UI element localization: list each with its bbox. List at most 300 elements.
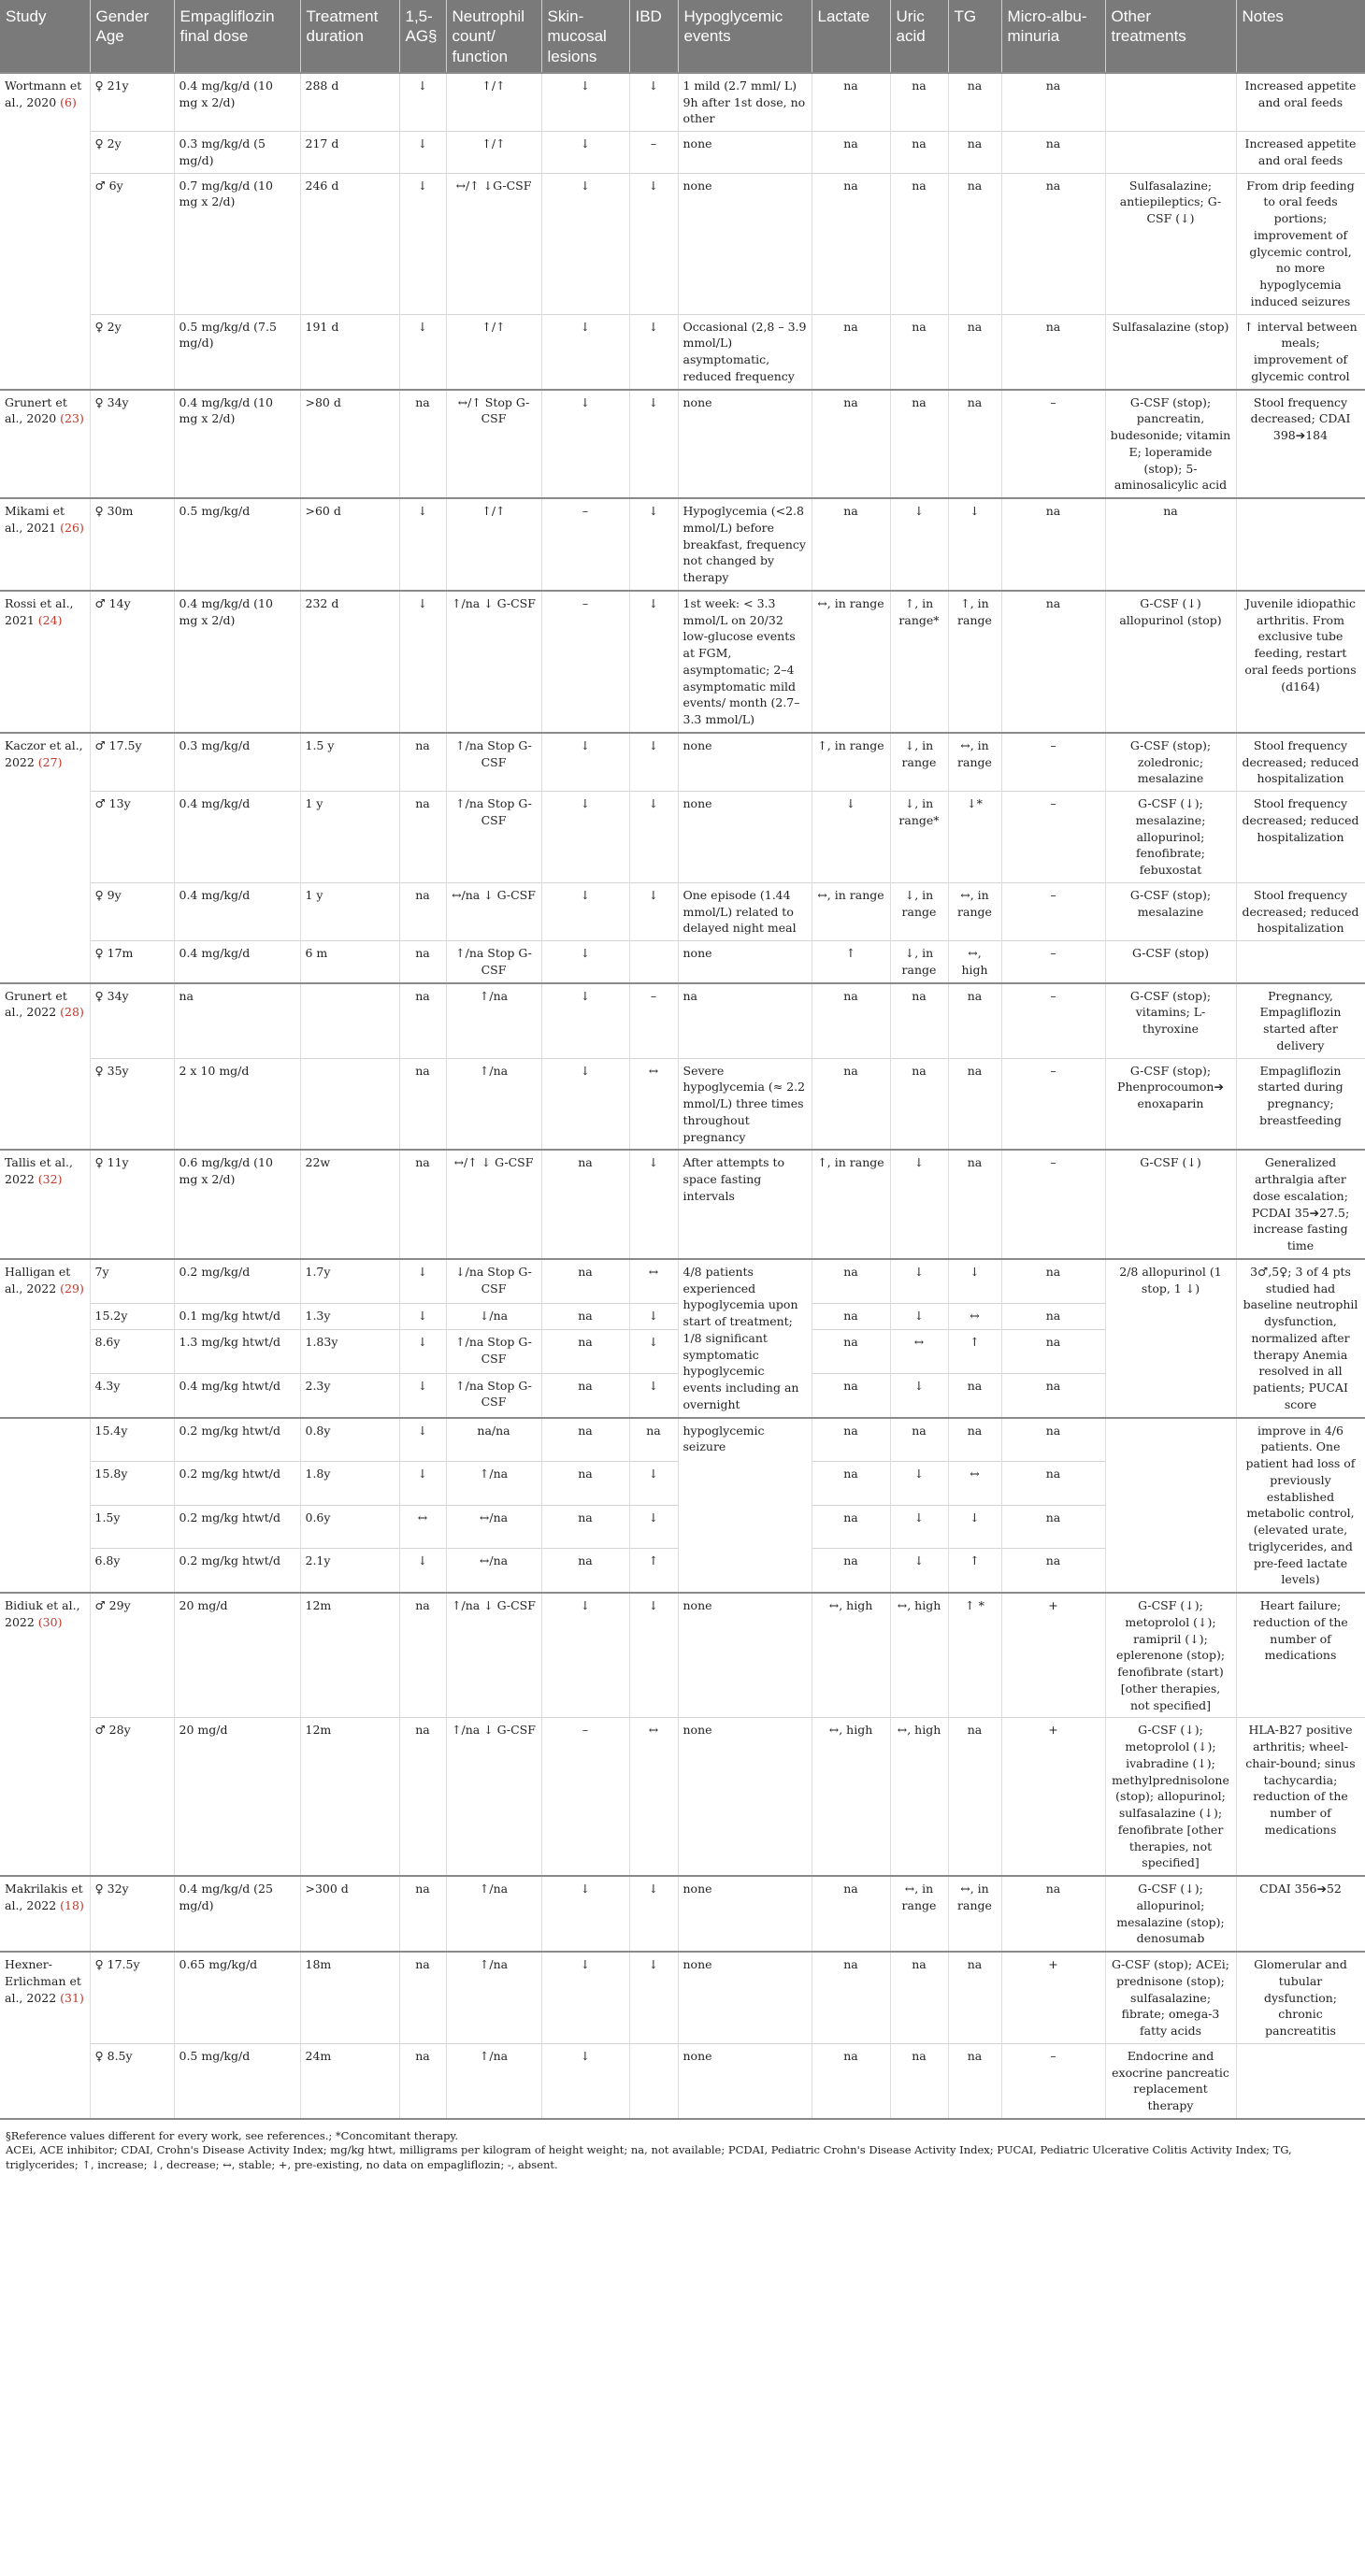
cell-dose: 0.2 mg/kg htwt/d bbox=[174, 1505, 300, 1548]
cell-neutrophil: ↔/↑ ↓ G-CSF bbox=[446, 1150, 541, 1259]
cell-skin: ↓ bbox=[541, 390, 629, 499]
cell-dose: 2 x 10 mg/d bbox=[174, 1058, 300, 1150]
cell-micro: – bbox=[1001, 1150, 1105, 1259]
cell-ag: ↔ bbox=[399, 1505, 446, 1548]
reference-link[interactable]: (32) bbox=[37, 1172, 63, 1186]
cell-other bbox=[1105, 1418, 1236, 1594]
table-row bbox=[0, 1718, 1365, 1876]
cell-micro: na bbox=[1001, 1303, 1105, 1329]
cell-ibd: ↓ bbox=[629, 314, 678, 390]
cell-neutrophil: ↔/↑ Stop G-CSF bbox=[446, 390, 541, 499]
cell-micro: + bbox=[1001, 1952, 1105, 2043]
col-header-hypo: Hypoglycemic events bbox=[678, 0, 812, 73]
cell-ag: ↓ bbox=[399, 1329, 446, 1373]
table-row bbox=[0, 882, 1365, 940]
cell-dose: na bbox=[174, 983, 300, 1059]
cell-notes: Heart failure; reduction of the number of medications bbox=[1236, 1593, 1365, 1718]
cell-micro: + bbox=[1001, 1718, 1105, 1876]
cell-hypo: none bbox=[678, 941, 812, 983]
cell-micro: na bbox=[1001, 132, 1105, 174]
cell-gender-age: ♂ 6y bbox=[90, 173, 174, 314]
cell-gender-age: ♀ 34y bbox=[90, 983, 174, 1059]
cell-notes bbox=[1236, 941, 1365, 983]
cell-ag: na bbox=[399, 983, 446, 1059]
cell-skin: ↓ bbox=[541, 733, 629, 792]
cell-uric: ↓, in range* bbox=[890, 792, 948, 883]
cell-dose: 1.3 mg/kg htwt/d bbox=[174, 1329, 300, 1373]
cell-neutrophil: ↓/na bbox=[446, 1303, 541, 1329]
cell-ag: ↓ bbox=[399, 1549, 446, 1593]
cell-tg: na bbox=[948, 73, 1001, 132]
cell-study bbox=[0, 1876, 90, 1952]
study-name: Grunert et al., 2022 bbox=[5, 988, 67, 1020]
cell-tg: na bbox=[948, 314, 1001, 390]
cell-ag: na bbox=[399, 1058, 446, 1150]
cell-dose: 0.2 mg/kg htwt/d bbox=[174, 1462, 300, 1505]
cell-tg: na bbox=[948, 1718, 1001, 1876]
cell-study bbox=[0, 390, 90, 499]
cell-gender-age: 7y bbox=[90, 1259, 174, 1303]
cell-ag: na bbox=[399, 1952, 446, 2043]
cell-ag: ↓ bbox=[399, 1462, 446, 1505]
cell-notes: Juvenile idiopathic arthritis. From exclusive tube feeding, restart oral feeds portions (d164) bbox=[1236, 591, 1365, 733]
cell-uric: na bbox=[890, 73, 948, 132]
cell-other bbox=[1105, 132, 1236, 174]
cell-micro: + bbox=[1001, 1593, 1105, 1718]
cell-notes: From drip feeding to oral feeds portions; improvement of glycemic control, no more hypoglycemia induced seizures bbox=[1236, 173, 1365, 314]
cell-hypo: none bbox=[678, 1718, 812, 1876]
cell-neutrophil: ↑/na ↓ G-CSF bbox=[446, 591, 541, 733]
cell-gender-age: ♀ 34y bbox=[90, 390, 174, 499]
cell-uric: na bbox=[890, 314, 948, 390]
cell-uric: na bbox=[890, 1952, 948, 2043]
col-header-duration: Treatment duration bbox=[300, 0, 399, 73]
cell-study bbox=[0, 73, 90, 390]
cell-ibd: ↓ bbox=[629, 1876, 678, 1952]
cell-lactate: na bbox=[812, 1058, 890, 1150]
cell-neutrophil: ↑/na bbox=[446, 1462, 541, 1505]
reference-link[interactable]: (18) bbox=[60, 1897, 84, 1912]
cell-lactate: na bbox=[812, 1329, 890, 1373]
col-header-tg: TG bbox=[948, 0, 1001, 73]
cell-micro: na bbox=[1001, 173, 1105, 314]
cell-micro: na bbox=[1001, 1259, 1105, 1303]
study-name: Hexner-Erlichman et al., 2022 bbox=[5, 1957, 81, 2005]
cell-ag: ↓ bbox=[399, 314, 446, 390]
cell-hypo: 4/8 patients experienced hypoglycemia upon start of treatment; 1/8 significant symptomatic hypoglycemic events including an overnight bbox=[678, 1259, 812, 1418]
cell-tg: na bbox=[948, 132, 1001, 174]
cell-tg: ↓ bbox=[948, 1259, 1001, 1303]
study-name: Kaczor et al., 2022 bbox=[5, 737, 83, 769]
table-row bbox=[0, 390, 1365, 499]
cell-other: G-CSF (↓) allopurinol (stop) bbox=[1105, 591, 1236, 733]
cell-lactate: na bbox=[812, 314, 890, 390]
cell-dose: 0.5 mg/kg/d (7.5 mg/d) bbox=[174, 314, 300, 390]
cell-ag: na bbox=[399, 1150, 446, 1259]
cell-uric: na bbox=[890, 1418, 948, 1462]
footnote-symbols: §Reference values different for every work, see references.; *Concomitant therapy. bbox=[6, 2128, 459, 2142]
cell-dose: 0.4 mg/kg htwt/d bbox=[174, 1373, 300, 1417]
cell-ibd: ↓ bbox=[629, 498, 678, 591]
cell-gender-age: 1.5y bbox=[90, 1505, 174, 1548]
cell-gender-age: ♀ 17.5y bbox=[90, 1952, 174, 2043]
cell-lactate: na bbox=[812, 390, 890, 499]
cell-ibd: – bbox=[629, 132, 678, 174]
cell-study bbox=[0, 1259, 90, 1418]
cell-tg: ↓ bbox=[948, 498, 1001, 591]
cell-ag: ↓ bbox=[399, 1259, 446, 1303]
cell-ibd: ↓ bbox=[629, 173, 678, 314]
cell-ag: na bbox=[399, 733, 446, 792]
cell-gender-age: ♀ 17m bbox=[90, 941, 174, 983]
cell-tg: ↑ * bbox=[948, 1593, 1001, 1718]
cell-skin: – bbox=[541, 591, 629, 733]
cell-gender-age: ♀ 11y bbox=[90, 1150, 174, 1259]
cell-duration: 1.5 y bbox=[300, 733, 399, 792]
cell-gender-age: ♀ 30m bbox=[90, 498, 174, 591]
cell-hypo: none bbox=[678, 1876, 812, 1952]
cell-dose: 20 mg/d bbox=[174, 1718, 300, 1876]
cell-other bbox=[1105, 73, 1236, 132]
cell-gender-age: ♀ 2y bbox=[90, 132, 174, 174]
cell-other: G-CSF (stop); vitamins; L-thyroxine bbox=[1105, 983, 1236, 1059]
cell-gender-age: ♂ 13y bbox=[90, 792, 174, 883]
cell-uric: ↓ bbox=[890, 1549, 948, 1593]
col-header-skin: Skin-mucosal lesions bbox=[541, 0, 629, 73]
cell-skin: ↓ bbox=[541, 1952, 629, 2043]
cell-lactate: na bbox=[812, 1952, 890, 2043]
cell-lactate: na bbox=[812, 1462, 890, 1505]
cell-lactate: na bbox=[812, 132, 890, 174]
cell-hypo: none bbox=[678, 390, 812, 499]
cell-dose: 0.4 mg/kg/d (10 mg x 2/d) bbox=[174, 591, 300, 733]
cell-duration: 6 m bbox=[300, 941, 399, 983]
cell-tg: ↔, high bbox=[948, 941, 1001, 983]
cell-skin: ↓ bbox=[541, 314, 629, 390]
reference-link[interactable]: (27) bbox=[37, 754, 63, 769]
cell-study bbox=[0, 1952, 90, 2118]
cell-other: Sulfasalazine; antiepileptics; G-CSF (↓) bbox=[1105, 173, 1236, 314]
cell-hypo: none bbox=[678, 2043, 812, 2118]
cell-other: na bbox=[1105, 498, 1236, 591]
cell-lactate: na bbox=[812, 1418, 890, 1462]
cell-ibd: ↓ bbox=[629, 733, 678, 792]
cell-ag: na bbox=[399, 1876, 446, 1952]
cell-ag: ↓ bbox=[399, 173, 446, 314]
cell-micro: – bbox=[1001, 733, 1105, 792]
table-row bbox=[0, 132, 1365, 174]
col-header-dose: Empagliflozin final dose bbox=[174, 0, 300, 73]
cell-duration bbox=[300, 983, 399, 1059]
cell-notes bbox=[1236, 2043, 1365, 2118]
cell-uric: ↓ bbox=[890, 1150, 948, 1259]
cell-tg: ↔ bbox=[948, 1303, 1001, 1329]
cell-neutrophil: na/na bbox=[446, 1418, 541, 1462]
cell-neutrophil: ↑/na Stop G-CSF bbox=[446, 792, 541, 883]
cell-skin: ↓ bbox=[541, 132, 629, 174]
cell-ag: ↓ bbox=[399, 73, 446, 132]
cell-skin: ↓ bbox=[541, 2043, 629, 2118]
cell-lactate: na bbox=[812, 1303, 890, 1329]
cell-uric: ↓ bbox=[890, 1303, 948, 1329]
cell-lactate: na bbox=[812, 1259, 890, 1303]
cell-hypo: none bbox=[678, 1593, 812, 1718]
cell-dose: 0.5 mg/kg/d bbox=[174, 2043, 300, 2118]
cell-neutrophil: ↑/na bbox=[446, 2043, 541, 2118]
study-name: Mikami et al., 2021 bbox=[5, 504, 65, 535]
cell-other: G-CSF (stop); Phenprocoumon➔ enoxaparin bbox=[1105, 1058, 1236, 1150]
reference-link[interactable]: (31) bbox=[60, 1990, 84, 2005]
cell-notes: Empagliflozin started during pregnancy; breastfeeding bbox=[1236, 1058, 1365, 1150]
cell-uric: ↔, high bbox=[890, 1593, 948, 1718]
cell-hypo: After attempts to space fasting intervals bbox=[678, 1150, 812, 1259]
cell-micro: – bbox=[1001, 1058, 1105, 1150]
cell-dose: 20 mg/d bbox=[174, 1593, 300, 1718]
cell-ibd: ↑ bbox=[629, 1549, 678, 1593]
cell-duration: 12m bbox=[300, 1718, 399, 1876]
cell-skin: ↓ bbox=[541, 173, 629, 314]
table-row bbox=[0, 1150, 1365, 1259]
cell-micro: na bbox=[1001, 1373, 1105, 1417]
cell-micro: – bbox=[1001, 390, 1105, 499]
reference-link[interactable]: (23) bbox=[60, 411, 84, 426]
cell-uric: ↓, in range bbox=[890, 882, 948, 940]
cell-ibd: na bbox=[629, 1418, 678, 1462]
table-row bbox=[0, 1058, 1365, 1150]
cell-neutrophil: ↑/na bbox=[446, 983, 541, 1059]
cell-dose: 0.6 mg/kg/d (10 mg x 2/d) bbox=[174, 1150, 300, 1259]
cell-neutrophil: ↑/na Stop G-CSF bbox=[446, 941, 541, 983]
cell-gender-age: ♂ 29y bbox=[90, 1593, 174, 1718]
cell-gender-age: ♀ 2y bbox=[90, 314, 174, 390]
cell-tg: ↑, in range bbox=[948, 591, 1001, 733]
cell-neutrophil: ↑/na bbox=[446, 1952, 541, 2043]
cell-lactate: na bbox=[812, 1505, 890, 1548]
reference-link[interactable]: (30) bbox=[37, 1614, 63, 1629]
study-name: Bidiuk et al., 2022 bbox=[5, 1598, 80, 1629]
cell-tg: ↔ bbox=[948, 1462, 1001, 1505]
cell-skin: ↓ bbox=[541, 882, 629, 940]
cell-neutrophil: ↔/na ↓ G-CSF bbox=[446, 882, 541, 940]
cell-neutrophil: ↑/↑ bbox=[446, 132, 541, 174]
col-header-notes: Notes bbox=[1236, 0, 1365, 73]
cell-other: 2/8 allopurinol (1 stop, 1 ↓) bbox=[1105, 1259, 1236, 1418]
cell-duration: 12m bbox=[300, 1593, 399, 1718]
cell-dose: 0.4 mg/kg/d (10 mg x 2/d) bbox=[174, 73, 300, 132]
cell-ag: na bbox=[399, 1718, 446, 1876]
cell-duration: 22w bbox=[300, 1150, 399, 1259]
study-name: Rossi et al., 2021 bbox=[5, 595, 74, 627]
cell-notes: Increased appetite and oral feeds bbox=[1236, 132, 1365, 174]
cell-lactate: ↑, in range bbox=[812, 733, 890, 792]
reference-link[interactable]: (28) bbox=[60, 1005, 84, 1020]
cell-hypo: Hypoglycemia (<2.8 mmol/L) before breakfast, frequency not changed by therapy bbox=[678, 498, 812, 591]
table-row bbox=[0, 941, 1365, 983]
cell-ibd: ↓ bbox=[629, 1462, 678, 1505]
cell-duration: 1.7y bbox=[300, 1259, 399, 1303]
cell-uric: ↓ bbox=[890, 1462, 948, 1505]
reference-link[interactable]: (29) bbox=[60, 1281, 84, 1295]
cell-lactate: ↔, high bbox=[812, 1593, 890, 1718]
cell-skin: na bbox=[541, 1259, 629, 1303]
study-name: Makrilakis et al., 2022 bbox=[5, 1882, 83, 1912]
cell-ibd: ↓ bbox=[629, 1593, 678, 1718]
cell-lactate: ↓ bbox=[812, 792, 890, 883]
cell-tg: ↔, in range bbox=[948, 733, 1001, 792]
cell-skin: – bbox=[541, 1718, 629, 1876]
cell-dose: 0.4 mg/kg/d (10 mg x 2/d) bbox=[174, 390, 300, 499]
cell-tg: ↔, in range bbox=[948, 1876, 1001, 1952]
cell-gender-age: ♀ 9y bbox=[90, 882, 174, 940]
cell-ag: ↓ bbox=[399, 132, 446, 174]
cell-ibd: ↓ bbox=[629, 1303, 678, 1329]
cell-micro: na bbox=[1001, 73, 1105, 132]
cell-ibd: ↓ bbox=[629, 1373, 678, 1417]
table-row bbox=[0, 173, 1365, 314]
cell-study bbox=[0, 1418, 90, 1594]
study-name: Halligan et al., 2022 bbox=[5, 1264, 71, 1295]
cell-skin: na bbox=[541, 1418, 629, 1462]
cell-skin: ↓ bbox=[541, 1593, 629, 1718]
reference-link[interactable]: (6) bbox=[60, 94, 77, 109]
col-header-micro: Micro-albu-minuria bbox=[1001, 0, 1105, 73]
cell-neutrophil: ↑/↑ bbox=[446, 314, 541, 390]
table-row bbox=[0, 1418, 1365, 1462]
cell-skin: ↓ bbox=[541, 1876, 629, 1952]
cell-gender-age: 6.8y bbox=[90, 1549, 174, 1593]
cell-duration: >300 d bbox=[300, 1876, 399, 1952]
cell-duration: 191 d bbox=[300, 314, 399, 390]
cell-skin: na bbox=[541, 1549, 629, 1593]
cell-neutrophil: ↑/na bbox=[446, 1058, 541, 1150]
cell-notes: Stool frequency decreased; CDAI 398➔184 bbox=[1236, 390, 1365, 499]
cell-gender-age: ♂ 28y bbox=[90, 1718, 174, 1876]
cell-ibd bbox=[629, 2043, 678, 2118]
cell-notes: Stool frequency decreased; reduced hospitalization bbox=[1236, 792, 1365, 883]
cell-duration: >80 d bbox=[300, 390, 399, 499]
cell-duration: 0.6y bbox=[300, 1505, 399, 1548]
col-header-uric: Uric acid bbox=[890, 0, 948, 73]
cell-dose: 0.2 mg/kg htwt/d bbox=[174, 1418, 300, 1462]
cell-uric: ↑, in range* bbox=[890, 591, 948, 733]
cell-dose: 0.4 mg/kg/d bbox=[174, 941, 300, 983]
cell-skin: na bbox=[541, 1373, 629, 1417]
cell-duration: 2.1y bbox=[300, 1549, 399, 1593]
cell-uric: na bbox=[890, 1058, 948, 1150]
cell-hypo: none bbox=[678, 173, 812, 314]
cell-uric: ↔ bbox=[890, 1329, 948, 1373]
table-row bbox=[0, 2043, 1365, 2118]
cell-neutrophil: ↑/na Stop G-CSF bbox=[446, 733, 541, 792]
cell-micro: na bbox=[1001, 591, 1105, 733]
cell-lactate: na bbox=[812, 1549, 890, 1593]
cell-notes: CDAI 356➔52 bbox=[1236, 1876, 1365, 1952]
cell-tg: ↓ bbox=[948, 1505, 1001, 1548]
cell-hypo: 1st week: < 3.3 mmol/L on 20/32 low-glucose events at FGM, asymptomatic; 2–4 asymptomatic mild events/ month (2.7–3.3 mmol/L) bbox=[678, 591, 812, 733]
cell-notes: Generalized arthralgia after dose escalation; PCDAI 35➔27.5; increase fasting time bbox=[1236, 1150, 1365, 1259]
cell-duration: 18m bbox=[300, 1952, 399, 2043]
cell-ag: ↓ bbox=[399, 1373, 446, 1417]
cell-micro: – bbox=[1001, 792, 1105, 883]
cell-micro: na bbox=[1001, 498, 1105, 591]
cell-ibd: ↔ bbox=[629, 1718, 678, 1876]
table-row bbox=[0, 314, 1365, 390]
cell-other: G-CSF (stop); mesalazine bbox=[1105, 882, 1236, 940]
cell-ag: ↓ bbox=[399, 591, 446, 733]
cell-lactate: ↔, in range bbox=[812, 591, 890, 733]
cell-uric: na bbox=[890, 390, 948, 499]
cell-neutrophil: ↑/na Stop G-CSF bbox=[446, 1329, 541, 1373]
cell-lactate: ↔, in range bbox=[812, 882, 890, 940]
cell-ibd: ↔ bbox=[629, 1259, 678, 1303]
cell-skin: ↓ bbox=[541, 73, 629, 132]
cell-ag: na bbox=[399, 941, 446, 983]
table-row bbox=[0, 591, 1365, 733]
cell-hypo: 1 mild (2.7 mml/ L) 9h after 1st dose, no other bbox=[678, 73, 812, 132]
cell-skin: na bbox=[541, 1303, 629, 1329]
cell-duration: 0.8y bbox=[300, 1418, 399, 1462]
cell-dose: 0.4 mg/kg/d bbox=[174, 882, 300, 940]
cell-other: G-CSF (↓); metoprolol (↓); ivabradine (↓); methylprednisolone (stop); allopurinol; sulfasalazine (↓); fenofibrate [other therapies, not specified] bbox=[1105, 1718, 1236, 1876]
cell-uric: ↔, in range bbox=[890, 1876, 948, 1952]
cell-skin: na bbox=[541, 1329, 629, 1373]
col-header-lactate: Lactate bbox=[812, 0, 890, 73]
cell-gender-age: 15.4y bbox=[90, 1418, 174, 1462]
cell-ag: na bbox=[399, 390, 446, 499]
cell-ibd: ↔ bbox=[629, 1058, 678, 1150]
cell-hypo: One episode (1.44 mmol/L) related to delayed night meal bbox=[678, 882, 812, 940]
cell-ibd: ↓ bbox=[629, 1505, 678, 1548]
cell-notes: Increased appetite and oral feeds bbox=[1236, 73, 1365, 132]
cell-ibd: ↓ bbox=[629, 1329, 678, 1373]
reference-link[interactable]: (26) bbox=[60, 520, 84, 535]
cell-tg: na bbox=[948, 983, 1001, 1059]
cell-skin: na bbox=[541, 1462, 629, 1505]
cell-ibd: ↓ bbox=[629, 882, 678, 940]
cell-neutrophil: ↑/na ↓ G-CSF bbox=[446, 1593, 541, 1718]
cell-uric: ↓ bbox=[890, 498, 948, 591]
cell-notes: improve in 4/6 patients. One patient had loss of previously established metabolic control, (elevated urate, triglycerides, and pre-feed lactate levels) bbox=[1236, 1418, 1365, 1594]
cell-ibd: ↓ bbox=[629, 1150, 678, 1259]
table-row bbox=[0, 1593, 1365, 1718]
cell-micro: na bbox=[1001, 1462, 1105, 1505]
table-row bbox=[0, 73, 1365, 132]
reference-link[interactable]: (24) bbox=[37, 612, 63, 627]
cell-lactate: na bbox=[812, 2043, 890, 2118]
cell-duration: 1.3y bbox=[300, 1303, 399, 1329]
cell-gender-age: 4.3y bbox=[90, 1373, 174, 1417]
cell-ag: ↓ bbox=[399, 498, 446, 591]
cell-uric: ↓, in range bbox=[890, 941, 948, 983]
cell-ibd: ↓ bbox=[629, 1952, 678, 2043]
cell-dose: 0.65 mg/kg/d bbox=[174, 1952, 300, 2043]
cell-gender-age: ♀ 32y bbox=[90, 1876, 174, 1952]
cell-gender-age: ♀ 35y bbox=[90, 1058, 174, 1150]
cell-uric: na bbox=[890, 2043, 948, 2118]
table-row bbox=[0, 733, 1365, 792]
cell-hypo: none bbox=[678, 733, 812, 792]
cell-neutrophil: ↔/na bbox=[446, 1505, 541, 1548]
cell-micro: na bbox=[1001, 1876, 1105, 1952]
footnotes bbox=[0, 2118, 1365, 2182]
cell-hypo: none bbox=[678, 1952, 812, 2043]
cell-duration: 217 d bbox=[300, 132, 399, 174]
cell-uric: ↓ bbox=[890, 1259, 948, 1303]
cell-skin: ↓ bbox=[541, 941, 629, 983]
cell-hypo: Severe hypoglycemia (≈ 2.2 mmol/L) three times throughout pregnancy bbox=[678, 1058, 812, 1150]
cell-gender-age: ♂ 14y bbox=[90, 591, 174, 733]
cell-neutrophil: ↑/na ↓ G-CSF bbox=[446, 1718, 541, 1876]
